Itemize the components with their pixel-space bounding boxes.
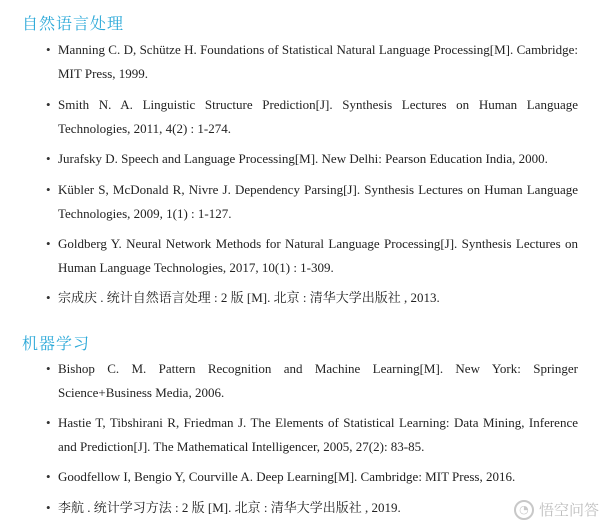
reference-item: Smith N. A. Linguistic Structure Prediction[J]. Synthesis Lectures on Human Language Technologies, 2011, 4(2) : 1-274. xyxy=(58,97,578,136)
section-title-ml: 机器学习 xyxy=(22,334,91,353)
reference-item: Manning C. D, Schütze H. Foundations of Statistical Natural Language Processing[M]. Cambridge: MIT Press, 1999. xyxy=(58,42,578,81)
bullet-dot-icon: • xyxy=(46,151,51,166)
reference-item: Hastie T, Tibshirani R, Friedman J. The Elements of Statistical Learning: Data Mining, Inference and Prediction[J]. The Mathematical Intelligencer, 2005, 27(2): 83-85. xyxy=(58,415,578,454)
bullet-dot-icon: • xyxy=(46,500,51,515)
section-title-nlp: 自然语言处理 xyxy=(22,14,125,33)
reference-item: 李航 . 统计学习方法 : 2 版 [M]. 北京 : 清华大学出版社 , 2019. xyxy=(58,500,401,515)
reference-item: Bishop C. M. Pattern Recognition and Machine Learning[M]. New York: Springer Science+Business Media, 2006. xyxy=(58,361,578,400)
bullet-dot-icon: • xyxy=(46,42,51,57)
bullet-dot-icon: • xyxy=(46,361,51,376)
bullet-dot-icon: • xyxy=(46,415,51,430)
bullet-dot-icon: • xyxy=(46,290,51,305)
reference-item: Goldberg Y. Neural Network Methods for Natural Language Processing[J]. Synthesis Lectures on Human Language Technologies, 2017, 10(1) : 1-309. xyxy=(58,236,578,275)
bullet-dot-icon: • xyxy=(46,469,51,484)
reference-item: Kübler S, McDonald R, Nivre J. Dependency Parsing[J]. Synthesis Lectures on Human Language Technologies, 2009, 1(1) : 1-127. xyxy=(58,182,578,221)
reference-item: 宗成庆 . 统计自然语言处理 : 2 版 [M]. 北京 : 清华大学出版社 , 2013. xyxy=(58,290,440,305)
reference-item: Goodfellow I, Bengio Y, Courville A. Deep Learning[M]. Cambridge: MIT Press, 2016. xyxy=(58,469,516,484)
bullet-dot-icon: • xyxy=(46,236,51,251)
bullet-dot-icon: • xyxy=(46,182,51,197)
wukong-logo-icon: ◔ xyxy=(514,500,534,520)
watermark xyxy=(514,499,599,520)
reference-item: Jurafsky D. Speech and Language Processing[M]. New Delhi: Pearson Education India, 2000. xyxy=(58,151,548,166)
bullet-dot-icon: • xyxy=(46,97,51,112)
watermark-text: 悟空问答 xyxy=(538,501,599,519)
